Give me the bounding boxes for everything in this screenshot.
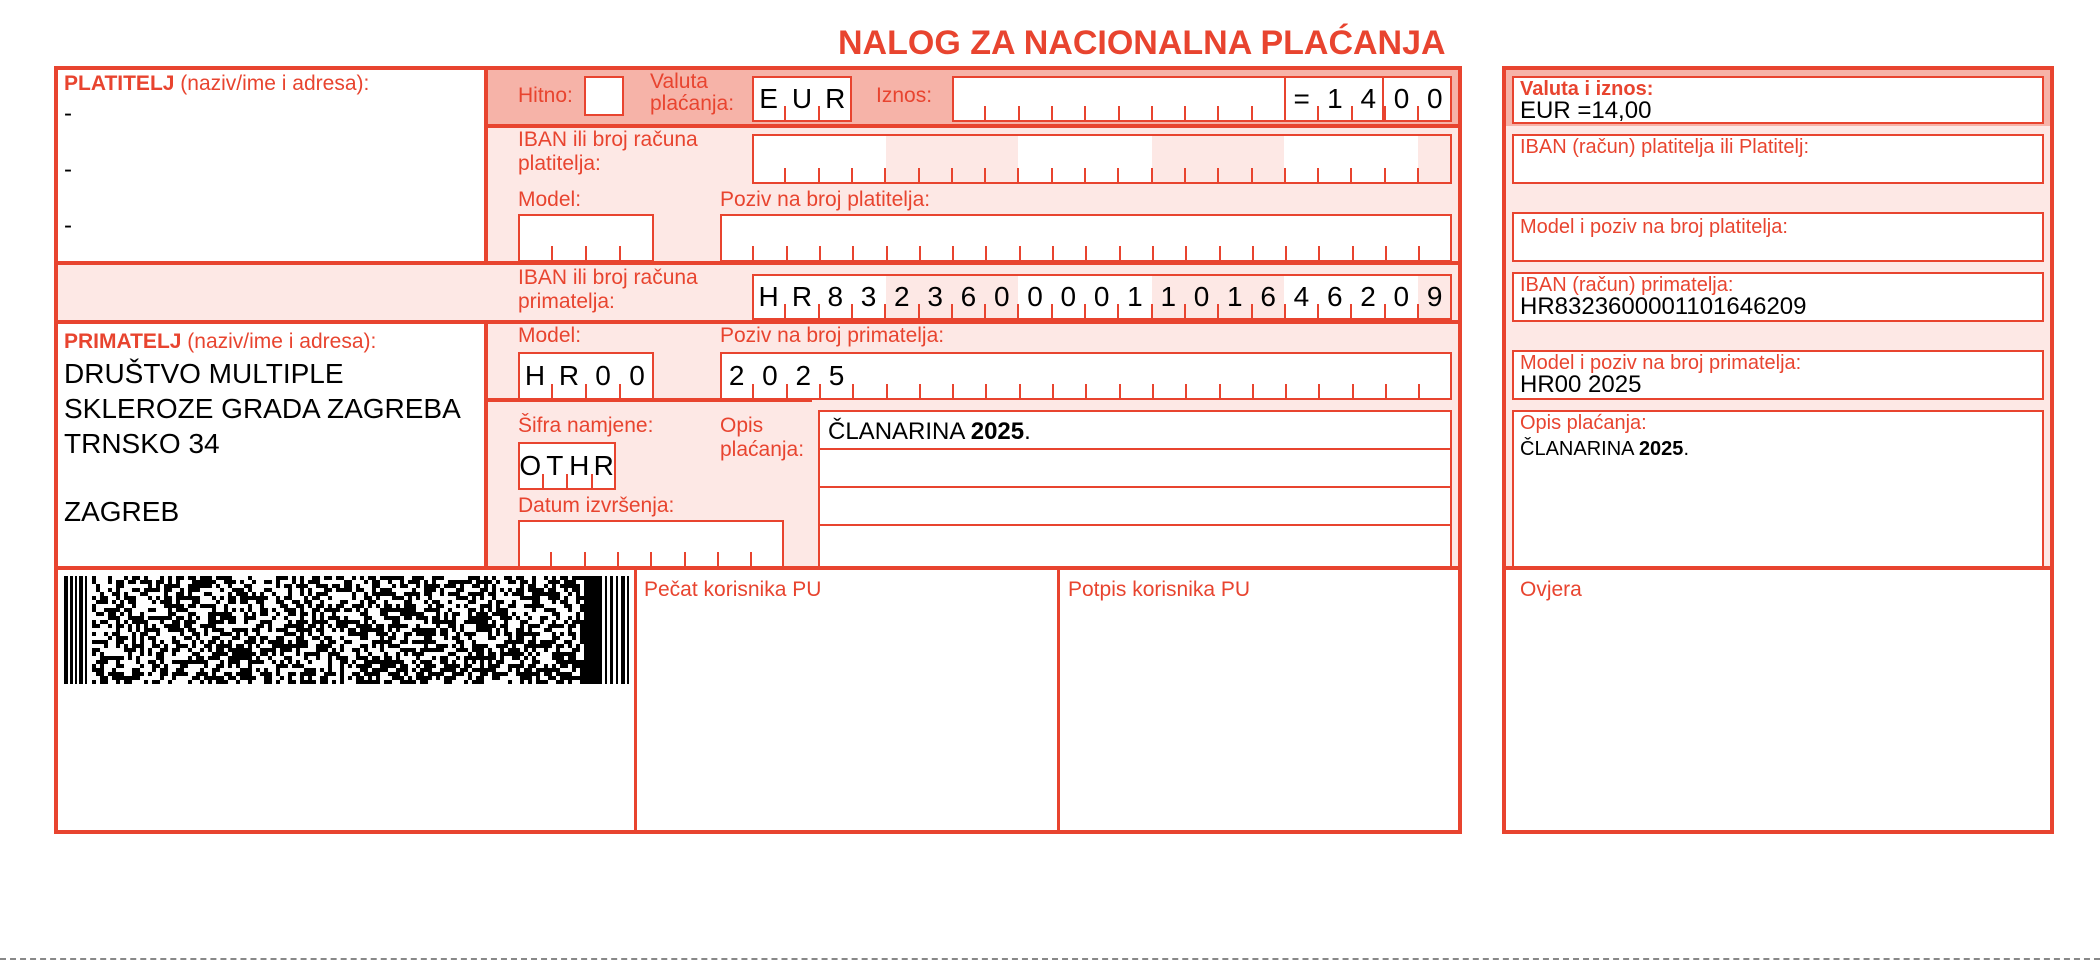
payee-iban-char: 0 [1027, 281, 1043, 312]
payer-iban-tick [1284, 168, 1286, 182]
description-label-2: plaćanja: [720, 438, 805, 461]
payee-reference-tick [1285, 384, 1287, 398]
amount-char: 0 [1393, 83, 1410, 114]
payee-reference-char: 2 [728, 360, 745, 391]
receipt-description-label: Opis plaćanja: [1520, 412, 1647, 434]
payee-iban-char: 1 [1127, 281, 1143, 312]
amount-tick [984, 106, 986, 120]
payer-iban-tick [884, 168, 886, 182]
execution-date-tick [550, 552, 552, 566]
payer-iban-tick [1151, 168, 1153, 182]
payee-model-char: 0 [595, 360, 611, 391]
payer-reference-tick [1219, 246, 1221, 260]
amount-char: = [1293, 83, 1310, 114]
execution-date-label: Datum izvršenja: [518, 494, 675, 517]
payer-reference-tick [1385, 246, 1387, 260]
cut-line [0, 958, 2100, 960]
payer-line-1: - [64, 100, 72, 127]
receipt-verification-label: Ovjera [1520, 578, 1582, 601]
receipt-payee-iban-label: IBAN (račun) primatelja: [1520, 274, 1734, 296]
payee-model-char: R [558, 360, 580, 391]
payee-reference-tick [1185, 384, 1187, 398]
payer-reference-tick [886, 246, 888, 260]
description-text: ČLANARINA [828, 418, 965, 445]
payer-iban-label-2: platitelja: [518, 152, 601, 175]
payer-iban-tick [918, 168, 920, 182]
amount-tick [1184, 106, 1186, 120]
payer-iban-tick [1017, 168, 1019, 182]
divider-vertical-mid [484, 322, 488, 568]
payer-model-tick [585, 246, 587, 260]
amount-tick [1018, 106, 1020, 120]
payer-iban-tick [1417, 168, 1419, 182]
payer-reference-tick [752, 246, 754, 260]
payer-iban-tick [1350, 168, 1352, 182]
payee-reference-tick [1385, 384, 1387, 398]
receipt-description-year: 2025 [1638, 438, 1684, 460]
payee-iban-label-2: primatelja: [518, 290, 615, 313]
execution-date-tick [650, 552, 652, 566]
purpose-code-char: H [569, 450, 590, 481]
signature-label: Potpis korisnika PU [1068, 578, 1251, 601]
divider-stamp [634, 566, 637, 834]
description-suffix: . [1024, 418, 1031, 445]
payee-line-2: SKLEROZE GRADA ZAGREBA [64, 393, 461, 424]
payee-iban-char: 1 [1227, 281, 1243, 312]
amount-tick [1118, 106, 1120, 120]
receipt-payer-model-label: Model i poziv na broj platitelja: [1520, 216, 1788, 238]
amount-char: 4 [1360, 83, 1377, 114]
payer-reference-tick [819, 246, 821, 260]
payer-iban-label-1: IBAN ili broj računa [518, 128, 698, 151]
payee-label-bold: PRIMATELJ [64, 330, 182, 353]
payee-iban-char: 3 [860, 281, 877, 312]
payee-iban-char: 2 [894, 281, 910, 312]
receipt-payee-iban-value: HR8323600001101646209 [1520, 293, 1807, 320]
execution-date-tick [717, 552, 719, 566]
payee-reference-tick [1219, 384, 1221, 398]
payer-iban-tick [1217, 168, 1219, 182]
payer-line-2: - [64, 156, 72, 183]
payer-reference-tick [1285, 246, 1287, 260]
payer-reference-tick [1119, 246, 1121, 260]
payee-reference-char: 5 [828, 360, 845, 391]
payer-iban-tick [1317, 168, 1319, 182]
payer-reference-tick [1352, 246, 1354, 260]
payer-iban-tick [984, 168, 986, 182]
payee-iban-char: 6 [960, 281, 977, 312]
payee-iban-char: H [758, 281, 779, 312]
payer-iban-tick [784, 168, 786, 182]
amount-char: 1 [1327, 83, 1343, 114]
payer-line-3: - [64, 212, 72, 239]
payer-reference-tick [1152, 246, 1154, 260]
purpose-code-label: Šifra namjene: [518, 414, 654, 437]
amount-tick [1217, 106, 1219, 120]
payee-reference-tick [1019, 384, 1021, 398]
receipt-description-value [1520, 438, 1689, 461]
payee-reference-char: 0 [762, 360, 778, 391]
currency-char: U [791, 83, 813, 114]
payee-reference-tick [1418, 384, 1420, 398]
payee-iban-char: 2 [1360, 281, 1376, 312]
divider-vertical-top [484, 66, 488, 264]
payer-iban-tick [851, 168, 853, 182]
execution-date-tick [617, 552, 619, 566]
receipt-payer-iban-label: IBAN (račun) platitelja ili Platitelj: [1520, 136, 1809, 158]
payer-label-bold: PLATITELJ [64, 72, 175, 95]
payee-iban-char: 6 [1260, 281, 1276, 312]
payee-iban-char: 8 [827, 281, 844, 312]
execution-date-tick [684, 552, 686, 566]
payer-label [64, 72, 369, 96]
payee-line-3: TRNSKO 34 [64, 428, 220, 459]
payee-iban-label-1: IBAN ili broj računa [518, 266, 698, 289]
receipt-description-suffix: . [1683, 438, 1689, 460]
payee-iban-char: 0 [1193, 281, 1210, 312]
payer-model-label: Model: [518, 188, 582, 211]
receipt-payee-model-value: HR00 2025 [1520, 371, 1642, 398]
payer-reference-tick [1418, 246, 1420, 260]
amount-tick [1151, 106, 1153, 120]
payer-reference-tick [786, 246, 788, 260]
receipt-payee-model-label: Model i poziv na broj primatelja: [1520, 352, 1802, 374]
description-value [828, 418, 1031, 446]
payee-model-label: Model: [518, 324, 582, 347]
payee-reference-tick [952, 384, 954, 398]
payee-reference-tick [1352, 384, 1354, 398]
amount-tick [1051, 106, 1053, 120]
payee-reference-tick [886, 384, 888, 398]
payer-reference-tick [1085, 246, 1087, 260]
payee-reference-tick [985, 384, 987, 398]
payee-iban-char: 0 [1060, 281, 1077, 312]
purpose-code-char: R [593, 450, 614, 481]
payee-reference-char: 2 [795, 360, 812, 391]
receipt-description-text: ČLANARINA [1520, 438, 1634, 460]
payer-iban-tick [1184, 168, 1186, 182]
payer-reference-tick [1252, 246, 1254, 260]
purpose-code-char: O [519, 450, 542, 481]
currency-label-1: Valuta [650, 70, 708, 93]
payee-iban-char: 9 [1426, 281, 1443, 312]
payer-reference-tick [1318, 246, 1320, 260]
execution-date-tick [750, 552, 752, 566]
payee-iban-char: 6 [1326, 281, 1343, 312]
urgent-checkbox[interactable] [584, 76, 624, 116]
stamp-label: Pečat korisnika PU [644, 578, 822, 601]
description-year: 2025 [970, 418, 1025, 445]
payee-label-rest: (naziv/ime i adresa): [181, 330, 377, 353]
payee-reference-tick [1119, 384, 1121, 398]
currency-char: R [825, 83, 846, 114]
purpose-code-char: T [546, 450, 564, 481]
description-line-3[interactable] [818, 486, 1452, 526]
payee-line-1: DRUŠTVO MULTIPLE [64, 358, 344, 389]
payer-model-tick [619, 246, 621, 260]
payee-line-5: ZAGREB [64, 496, 180, 527]
receipt-amount-value: EUR =14,00 [1520, 97, 1652, 124]
payer-iban-tick [1117, 168, 1119, 182]
payer-iban-tick [1051, 168, 1053, 182]
barcode-image [64, 576, 630, 684]
payer-reference-tick [952, 246, 954, 260]
receipt-amount-label: Valuta i iznos: [1520, 78, 1654, 100]
payer-reference-tick [852, 246, 854, 260]
payer-reference-label: Poziv na broj platitelja: [720, 188, 931, 211]
payee-iban-char: 4 [1293, 281, 1310, 312]
description-line-2[interactable] [818, 448, 1452, 488]
amount-label: Iznos: [876, 84, 933, 107]
payee-iban-char: 3 [927, 281, 943, 312]
amount-char: 0 [1427, 83, 1443, 114]
payer-reference-tick [985, 246, 987, 260]
payee-iban-char: 0 [993, 281, 1010, 312]
payer-iban-shade-3 [1418, 136, 1450, 182]
payee-model-char: 0 [629, 360, 645, 391]
payee-model-char: H [524, 360, 546, 391]
payee-iban-char: 1 [1160, 281, 1177, 312]
payee-reference-tick [1152, 384, 1154, 398]
currency-label-2: plaćanja: [650, 92, 735, 115]
payer-reference-tick [1052, 246, 1054, 260]
execution-date-tick [584, 552, 586, 566]
amount-tick [1251, 106, 1253, 120]
payee-iban-char: R [791, 281, 813, 312]
payee-reference-tick [1085, 384, 1087, 398]
payer-iban-tick [1251, 168, 1253, 182]
payee-reference-tick [1318, 384, 1320, 398]
form-title: NALOG ZA NACIONALNA PLAĆANJA [838, 24, 1446, 62]
payer-model-tick [551, 246, 553, 260]
payee-reference-tick [919, 384, 921, 398]
payee-reference-label: Poziv na broj primatelja: [720, 324, 945, 347]
payee-reference-tick [1252, 384, 1254, 398]
description-line-4[interactable] [818, 524, 1452, 568]
payer-reference-tick [1185, 246, 1187, 260]
payer-iban-tick [1084, 168, 1086, 182]
payer-reference-tick [919, 246, 921, 260]
payer-iban-tick [1384, 168, 1386, 182]
payer-reference-tick [1019, 246, 1021, 260]
currency-char: E [759, 83, 778, 114]
payee-reference-tick [1052, 384, 1054, 398]
divider-signature [1057, 566, 1060, 834]
payee-iban-char: 0 [1093, 281, 1110, 312]
payee-iban-char: 0 [1393, 281, 1410, 312]
amount-tick [1084, 106, 1086, 120]
payer-iban-tick [818, 168, 820, 182]
payer-label-rest: (naziv/ime i adresa): [174, 72, 370, 95]
payee-label [64, 330, 376, 354]
description-label-1: Opis [720, 414, 764, 437]
urgent-label: Hitno: [518, 84, 573, 107]
payer-iban-field[interactable] [752, 134, 1452, 184]
payer-iban-tick [951, 168, 953, 182]
